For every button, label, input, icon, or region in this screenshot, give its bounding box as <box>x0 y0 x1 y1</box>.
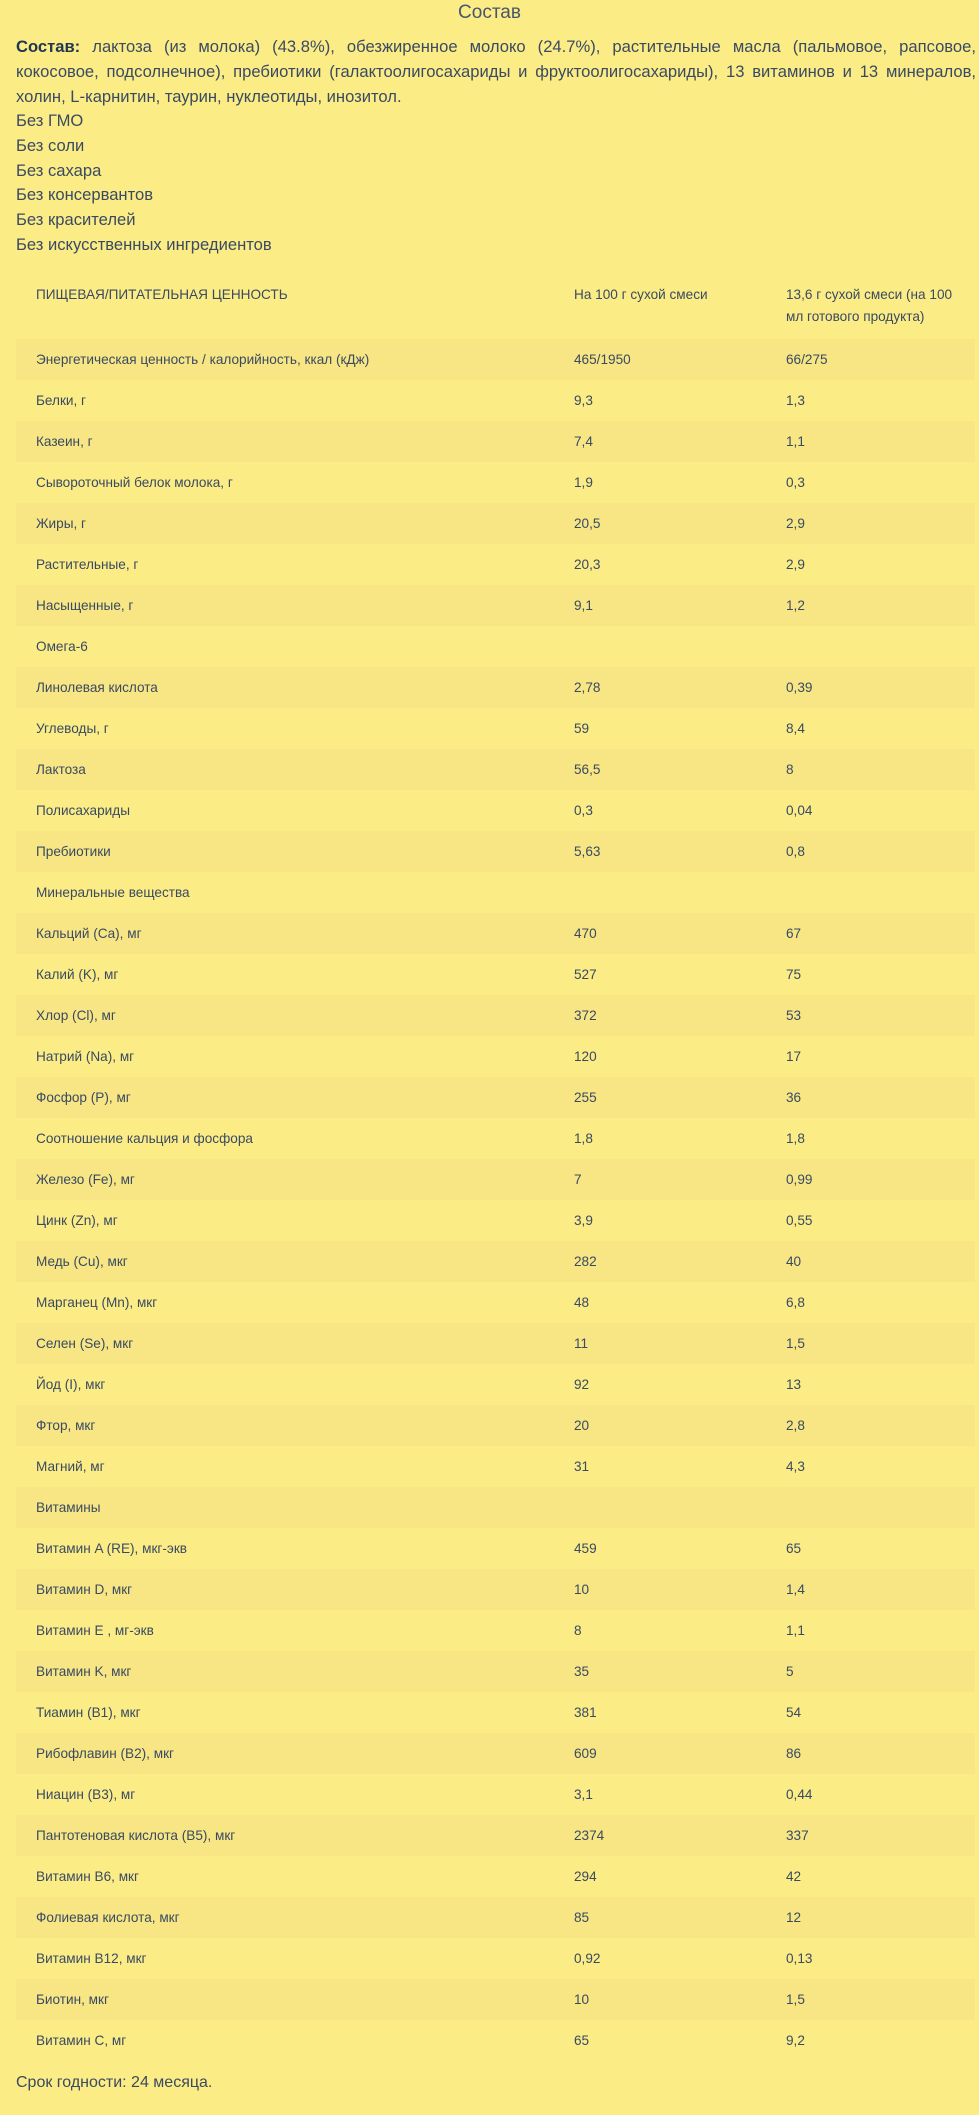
product-flags <box>16 109 979 258</box>
row-nutrient: Селен (Se), мкг <box>36 1336 134 1351</box>
row-nutrient: Ниацин (B3), мг <box>36 1787 136 1802</box>
row-per-100g: 372 <box>574 1008 597 1023</box>
row-per-serving: 0,8 <box>786 844 805 859</box>
row-nutrient: Рибофлавин (B2), мкг <box>36 1746 174 1761</box>
row-per-100g: 2,78 <box>574 680 601 695</box>
row-per-serving: 1,5 <box>786 1992 805 2007</box>
row-nutrient: Полисахариды <box>36 803 130 818</box>
table-row <box>16 1938 975 1979</box>
row-per-100g: 20 <box>574 1418 590 1433</box>
header-per-100g: На 100 г сухой смеси <box>574 287 708 302</box>
row-per-serving: 2,8 <box>786 1418 805 1433</box>
row-per-100g: 8 <box>574 1623 582 1638</box>
table-row <box>16 749 975 790</box>
row-per-100g: 2374 <box>574 1828 605 1843</box>
row-per-100g: 470 <box>574 926 597 941</box>
row-nutrient: Цинк (Zn), мг <box>36 1213 118 1228</box>
table-row <box>16 1405 975 1446</box>
row-per-100g: 35 <box>574 1664 590 1679</box>
row-per-serving: 2,9 <box>786 516 805 531</box>
row-nutrient: Энергетическая ценность / калорийность, ккал (кДж) <box>36 352 370 367</box>
table-row <box>16 1159 975 1200</box>
row-per-100g: 9,3 <box>574 393 593 408</box>
row-nutrient: Белки, г <box>36 393 87 408</box>
row-nutrient: Казеин, г <box>36 434 93 449</box>
row-per-serving: 0,13 <box>786 1951 813 1966</box>
table-row <box>16 1979 975 2020</box>
row-per-100g: 609 <box>574 1746 597 1761</box>
row-per-serving: 0,55 <box>786 1213 813 1228</box>
row-per-serving: 0,99 <box>786 1172 813 1187</box>
table-row <box>16 626 975 667</box>
row-nutrient: Железо (Fe), мг <box>36 1172 135 1187</box>
table-row <box>16 708 975 749</box>
row-per-serving: 17 <box>786 1049 802 1064</box>
row-per-100g: 65 <box>574 2033 590 2048</box>
table-row <box>16 380 975 421</box>
table-row <box>16 1733 975 1774</box>
table-row <box>16 339 975 380</box>
row-per-100g: 255 <box>574 1090 597 1105</box>
row-nutrient: Минеральные вещества <box>36 885 190 900</box>
table-row <box>16 1528 975 1569</box>
row-per-100g: 0,92 <box>574 1951 601 1966</box>
row-per-100g: 120 <box>574 1049 597 1064</box>
row-per-serving: 66/275 <box>786 352 828 367</box>
row-nutrient: Фосфор (P), мг <box>36 1090 131 1105</box>
row-per-serving: 0,3 <box>786 475 805 490</box>
row-per-100g: 1,9 <box>574 475 593 490</box>
row-per-serving: 86 <box>786 1746 802 1761</box>
row-per-100g: 48 <box>574 1295 590 1310</box>
row-nutrient: Пантотеновая кислота (B5), мкг <box>36 1828 236 1843</box>
table-row <box>16 1856 975 1897</box>
row-nutrient: Витамин B6, мкг <box>36 1869 139 1884</box>
row-nutrient: Соотношение кальция и фосфора <box>36 1131 253 1146</box>
row-per-100g: 282 <box>574 1254 597 1269</box>
row-per-serving: 1,1 <box>786 434 805 449</box>
row-per-serving: 13 <box>786 1377 802 1392</box>
table-row <box>16 585 975 626</box>
row-per-serving: 12 <box>786 1910 802 1925</box>
table-row <box>16 1774 975 1815</box>
row-per-serving: 337 <box>786 1828 809 1843</box>
row-per-100g: 56,5 <box>574 762 601 777</box>
table-row <box>16 1118 975 1159</box>
row-nutrient: Витамин B12, мкг <box>36 1951 147 1966</box>
row-per-100g: 527 <box>574 967 597 982</box>
section-heading: Состав <box>458 2 521 23</box>
row-per-100g: 3,9 <box>574 1213 593 1228</box>
row-nutrient: Витамин D, мкг <box>36 1582 133 1597</box>
row-nutrient: Лактоза <box>36 762 86 777</box>
row-nutrient: Медь (Cu), мкг <box>36 1254 128 1269</box>
row-per-serving: 42 <box>786 1869 802 1884</box>
header-per-serving: 13,6 г сухой смеси (на 100 мл готового продукта) <box>786 287 953 324</box>
flag-item: Без соли <box>16 135 85 155</box>
table-row <box>16 913 975 954</box>
table-row <box>16 421 975 462</box>
row-per-100g: 7,4 <box>574 434 593 449</box>
row-per-serving: 1,8 <box>786 1131 805 1146</box>
row-per-serving: 1,4 <box>786 1582 805 1597</box>
row-per-serving: 9,2 <box>786 2033 805 2048</box>
table-row <box>16 1446 975 1487</box>
row-nutrient: Витамин A (RE), мкг-экв <box>36 1541 187 1556</box>
row-per-serving: 8,4 <box>786 721 805 736</box>
row-nutrient: Витамин E , мг-экв <box>36 1623 154 1638</box>
row-nutrient: Фтор, мкг <box>36 1418 96 1433</box>
table-row <box>16 1610 975 1651</box>
flag-item: Без консервантов <box>16 185 154 205</box>
table-row <box>16 831 975 872</box>
row-per-100g: 3,1 <box>574 1787 593 1802</box>
row-per-serving: 1,3 <box>786 393 805 408</box>
row-per-100g: 10 <box>574 1992 590 2007</box>
table-row <box>16 1200 975 1241</box>
row-per-serving: 4,3 <box>786 1459 805 1474</box>
row-per-100g: 10 <box>574 1582 590 1597</box>
table-row <box>16 544 975 585</box>
row-nutrient: Биотин, мкг <box>36 1992 109 2007</box>
row-per-serving: 65 <box>786 1541 802 1556</box>
table-row <box>16 667 975 708</box>
row-nutrient: Натрий (Na), мг <box>36 1049 135 1064</box>
table-row <box>16 1036 975 1077</box>
row-per-serving: 1,2 <box>786 598 805 613</box>
table-row <box>16 462 975 503</box>
table-row <box>16 995 975 1036</box>
row-per-serving: 6,8 <box>786 1295 805 1310</box>
row-nutrient: Омега-6 <box>36 639 88 654</box>
row-nutrient: Линолевая кислота <box>36 680 158 695</box>
table-row <box>16 1323 975 1364</box>
row-per-100g: 7 <box>574 1172 582 1187</box>
row-per-100g: 0,3 <box>574 803 593 818</box>
header-nutrient: ПИЩЕВАЯ/ПИТАТЕЛЬНАЯ ЦЕННОСТЬ <box>36 287 288 302</box>
row-nutrient: Углеводы, г <box>36 721 109 736</box>
table-row <box>16 1651 975 1692</box>
row-nutrient: Калий (K), мг <box>36 967 119 982</box>
row-per-100g: 381 <box>574 1705 597 1720</box>
row-nutrient: Витамины <box>36 1500 101 1515</box>
row-nutrient: Витамин K, мкг <box>36 1664 132 1679</box>
table-row <box>16 1282 975 1323</box>
table-row <box>16 1815 975 1856</box>
table-row <box>16 503 975 544</box>
row-per-100g: 92 <box>574 1377 590 1392</box>
row-per-100g: 294 <box>574 1869 597 1884</box>
table-row <box>16 954 975 995</box>
row-per-serving: 1,1 <box>786 1623 805 1638</box>
row-per-100g: 20,5 <box>574 516 601 531</box>
row-nutrient: Кальций (Ca), мг <box>36 926 142 941</box>
row-per-serving: 53 <box>786 1008 802 1023</box>
table-row <box>16 1897 975 1938</box>
row-per-serving: 1,5 <box>786 1336 805 1351</box>
table-row <box>16 1241 975 1282</box>
row-per-100g: 9,1 <box>574 598 593 613</box>
row-nutrient: Сывороточный белок молока, г <box>36 475 233 490</box>
row-per-100g: 59 <box>574 721 590 736</box>
row-nutrient: Хлор (Cl), мг <box>36 1008 116 1023</box>
table-row <box>16 2020 975 2061</box>
shelf-life: Срок годности: 24 месяца. <box>16 2074 213 2091</box>
row-per-serving: 0,39 <box>786 680 813 695</box>
table-header <box>16 274 975 339</box>
row-nutrient: Магний, мг <box>36 1459 105 1474</box>
row-nutrient: Насыщенные, г <box>36 598 134 613</box>
row-per-serving: 75 <box>786 967 802 982</box>
row-nutrient: Витамин C, мг <box>36 2033 127 2048</box>
flag-item: Без красителей <box>16 210 136 230</box>
row-per-serving: 36 <box>786 1090 802 1105</box>
row-per-100g: 459 <box>574 1541 597 1556</box>
row-nutrient: Марганец (Mn), мкг <box>36 1295 158 1310</box>
flag-item: Без сахара <box>16 160 102 180</box>
table-row <box>16 1569 975 1610</box>
row-per-serving: 40 <box>786 1254 802 1269</box>
table-row <box>16 1692 975 1733</box>
row-nutrient: Тиамин (B1), мкг <box>36 1705 141 1720</box>
row-per-serving: 2,9 <box>786 557 805 572</box>
composition-paragraph <box>16 34 976 109</box>
row-nutrient: Жиры, г <box>36 516 86 531</box>
row-per-100g: 465/1950 <box>574 352 631 367</box>
row-per-serving: 67 <box>786 926 802 941</box>
row-nutrient: Растительные, г <box>36 557 139 572</box>
row-per-100g: 11 <box>574 1336 589 1351</box>
row-per-100g: 31 <box>574 1459 590 1474</box>
row-per-serving: 54 <box>786 1705 802 1720</box>
row-per-100g: 5,63 <box>574 844 601 859</box>
flag-item: Без искусственных ингредиентов <box>16 234 272 254</box>
row-per-serving: 0,04 <box>786 803 813 818</box>
row-nutrient: Пребиотики <box>36 844 111 859</box>
row-per-100g: 20,3 <box>574 557 601 572</box>
table-row <box>16 1487 975 1528</box>
row-nutrient: Йод (I), мкг <box>36 1377 106 1392</box>
table-row <box>16 872 975 913</box>
row-per-100g: 1,8 <box>574 1131 593 1146</box>
flag-item: Без ГМО <box>16 111 84 130</box>
table-body <box>16 339 975 2061</box>
table-row <box>16 1364 975 1405</box>
row-per-100g: 85 <box>574 1910 590 1925</box>
row-nutrient: Фолиевая кислота, мкг <box>36 1910 180 1925</box>
row-per-serving: 8 <box>786 762 794 777</box>
row-per-serving: 0,44 <box>786 1787 813 1802</box>
table-row <box>16 790 975 831</box>
composition-text: лактоза (из молока) (43.8%), обезжиренное молоко (24.7%), растительные масла (пальмовое, рапсовое, кокосовое, подсолнечное), пребиотики (галактоолигосахариды и фруктоолигосахариды), 13 витаминов и 13 минералов, холин, L-карнитин, таурин, нуклеотиды, инозитол. <box>16 37 976 106</box>
row-per-serving: 5 <box>786 1664 794 1679</box>
composition-label: Состав: <box>16 37 81 56</box>
table-row <box>16 1077 975 1118</box>
nutrition-table <box>16 274 975 2061</box>
